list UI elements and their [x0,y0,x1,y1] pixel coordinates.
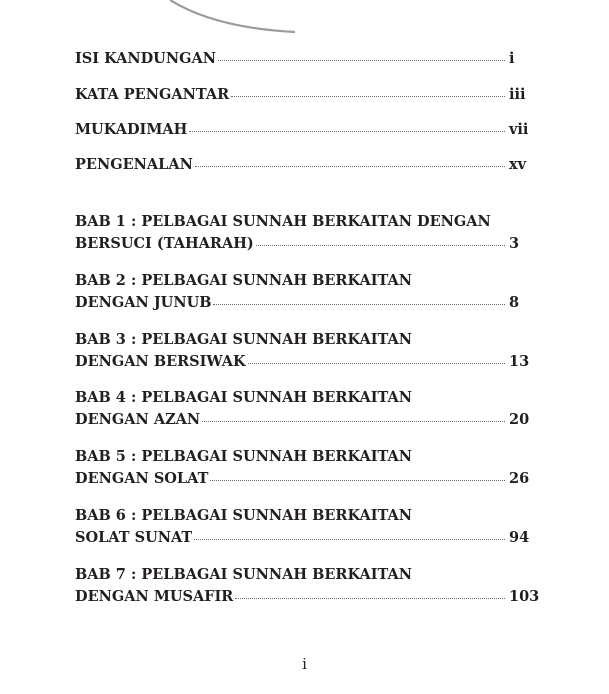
dot-leader [202,407,505,422]
toc-entry-pengenalan[interactable] [75,154,545,176]
dot-leader [248,349,505,364]
toc-entry-label: MUKADIMAH [75,121,188,138]
toc-entry-page: 8 [509,294,520,311]
toc-entry-heading: BAB 6 : PELBAGAI SUNNAH BERKAITAN [75,507,412,524]
toc-entry-page: 20 [509,411,530,428]
page-number: i [302,655,307,673]
toc-entry-bab-3[interactable] [75,329,545,373]
toc-entry-bab-1[interactable] [75,211,545,255]
toc-entry-isi-kandungan[interactable] [75,48,545,70]
toc-entry-heading: BAB 5 : PELBAGAI SUNNAH BERKAITAN [75,448,412,465]
toc-entry-label: BERSUCI (TAHARAH) [75,235,254,252]
toc-entry-label: DENGAN SOLAT [75,470,209,487]
toc-entry-kata-pengantar[interactable] [75,84,545,106]
toc-entry-heading: BAB 3 : PELBAGAI SUNNAH BERKAITAN [75,331,412,348]
toc-entry-heading: BAB 7 : PELBAGAI SUNNAH BERKAITAN [75,566,412,583]
toc-entry-bab-7[interactable] [75,564,545,608]
dot-leader [189,117,505,132]
toc-entry-page: 103 [509,588,540,605]
toc-entry-label: DENGAN BERSIWAK [75,353,246,370]
dot-leader [256,231,505,246]
toc-entry-heading: BAB 4 : PELBAGAI SUNNAH BERKAITAN [75,389,412,406]
toc-entry-label: KATA PENGANTAR [75,86,230,103]
toc-entry-label: DENGAN MUSAFIR [75,588,234,605]
dot-leader [235,584,505,599]
toc-entry-label: DENGAN JUNUB [75,294,212,311]
dot-leader [231,82,505,97]
toc-entry-label: DENGAN AZAN [75,411,201,428]
dot-leader [194,525,505,540]
toc-entry-page: 26 [509,470,530,487]
dot-leader [195,152,505,167]
toc-entry-label: PENGENALAN [75,156,193,173]
toc-entry-heading: BAB 1 : PELBAGAI SUNNAH BERKAITAN DENGAN [75,213,491,230]
toc-entry-bab-5[interactable] [75,446,545,490]
toc-entry-page: i [509,50,515,67]
toc-entry-page: vii [509,121,529,138]
dot-leader [210,466,505,481]
toc-entry-bab-4[interactable] [75,387,545,431]
toc-entry-mukadimah[interactable] [75,119,545,141]
toc-entry-bab-6[interactable] [75,505,545,549]
dot-leader [218,46,505,61]
toc-entry-label: SOLAT SUNAT [75,529,193,546]
toc-entry-bab-2[interactable] [75,270,545,314]
toc-entry-page: xv [509,156,527,173]
toc-entry-page: 3 [509,235,520,252]
toc-entry-page: 13 [509,353,530,370]
toc-entry-page: iii [509,86,526,103]
toc-entry-page: 94 [509,529,530,546]
toc-entry-label: ISI KANDUNGAN [75,50,216,67]
toc-entry-heading: BAB 2 : PELBAGAI SUNNAH BERKAITAN [75,272,412,289]
dot-leader [213,290,505,305]
